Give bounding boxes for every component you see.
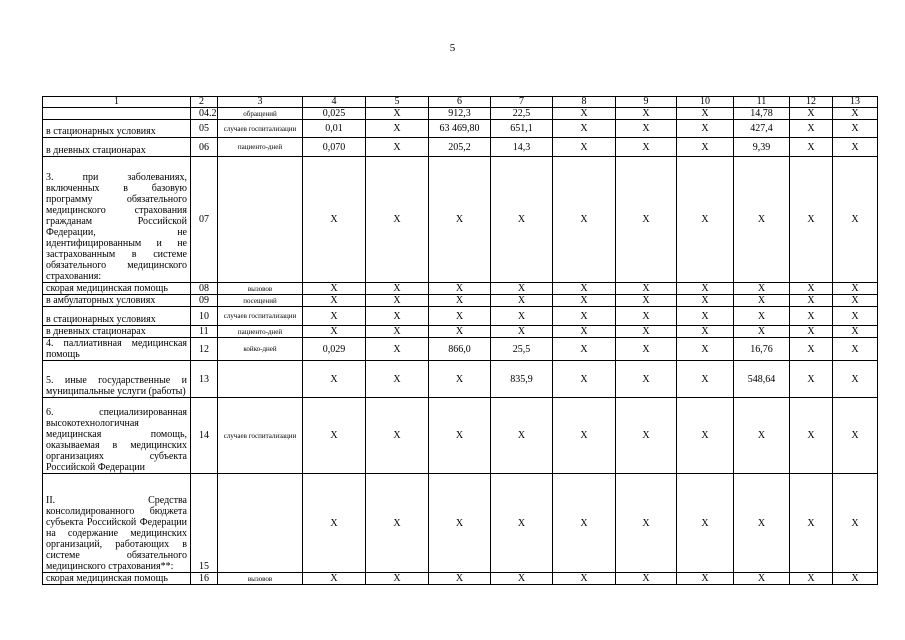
- table-row: [43, 283, 878, 295]
- table-cell: Х: [429, 283, 491, 295]
- table-cell: Х: [491, 326, 553, 338]
- table-cell: Х: [429, 157, 491, 283]
- table-cell: Х: [833, 295, 878, 307]
- table-cell: Х: [677, 474, 734, 573]
- table-cell: Х: [677, 326, 734, 338]
- table-cell: 548,64: [734, 361, 790, 398]
- table-row: [43, 338, 878, 361]
- table-cell: Х: [429, 361, 491, 398]
- table-cell: Х: [429, 307, 491, 326]
- table-cell: Х: [303, 398, 366, 474]
- table-cell: 12: [191, 338, 218, 361]
- table-cell: Х: [553, 283, 616, 295]
- table-cell: 651,1: [491, 120, 553, 138]
- table-cell: 14,3: [491, 138, 553, 157]
- column-header: 9: [616, 97, 677, 108]
- column-header: 11: [734, 97, 790, 108]
- table-cell: 4. паллиативная медицинская помощь: [43, 338, 191, 361]
- column-header: 2: [191, 97, 218, 108]
- table-cell: Х: [366, 138, 429, 157]
- table-cell: Х: [833, 573, 878, 585]
- table-cell: Х: [734, 283, 790, 295]
- table-cell: Х: [833, 307, 878, 326]
- table-cell: Х: [616, 157, 677, 283]
- column-header: 8: [553, 97, 616, 108]
- table-row: [43, 157, 878, 283]
- table-cell: случаев госпитализации: [218, 120, 303, 138]
- table-cell: 22,5: [491, 108, 553, 120]
- column-header: 5: [366, 97, 429, 108]
- table-cell: Х: [616, 474, 677, 573]
- table-cell: [218, 474, 303, 573]
- table-cell: Х: [677, 120, 734, 138]
- table-cell: 912,3: [429, 108, 491, 120]
- table-cell: Х: [616, 573, 677, 585]
- table-cell: Х: [366, 398, 429, 474]
- table-cell: в дневных стационарах: [43, 138, 191, 157]
- table-cell: 25,5: [491, 338, 553, 361]
- column-header: 4: [303, 97, 366, 108]
- table-cell: Х: [677, 307, 734, 326]
- header-row: [43, 97, 878, 108]
- table-cell: 835,9: [491, 361, 553, 398]
- table-cell: 0,01: [303, 120, 366, 138]
- table-cell: Х: [303, 474, 366, 573]
- table-cell: 13: [191, 361, 218, 398]
- table-cell: Х: [833, 108, 878, 120]
- table-cell: Х: [491, 157, 553, 283]
- table-cell: обращений: [218, 108, 303, 120]
- table-cell: Х: [734, 295, 790, 307]
- table-cell: Х: [616, 108, 677, 120]
- table-cell: Х: [833, 398, 878, 474]
- table-cell: койко-дней: [218, 338, 303, 361]
- table-cell: Х: [677, 573, 734, 585]
- table-cell: Х: [303, 326, 366, 338]
- table-cell: Х: [616, 307, 677, 326]
- table-cell: 09: [191, 295, 218, 307]
- table-cell: Х: [491, 307, 553, 326]
- table-row: [43, 120, 878, 138]
- table-cell: Х: [734, 157, 790, 283]
- table-cell: 0,029: [303, 338, 366, 361]
- table-cell: 16: [191, 573, 218, 585]
- table-cell: Х: [790, 474, 833, 573]
- table-cell: Х: [553, 307, 616, 326]
- table-cell: вызовов: [218, 283, 303, 295]
- table-cell: Х: [790, 338, 833, 361]
- table-cell: 10: [191, 307, 218, 326]
- table-cell: Х: [553, 474, 616, 573]
- table-cell: 6. специализированная высокотехнологичная медицинская помощь, оказываемая в медицинских организациях субъекта Российской Федерации: [43, 398, 191, 474]
- table-row: [43, 295, 878, 307]
- table-cell: Х: [790, 108, 833, 120]
- table-cell: Х: [553, 138, 616, 157]
- table-cell: Х: [303, 283, 366, 295]
- table-cell: случаев госпитализации: [218, 307, 303, 326]
- table-cell: Х: [491, 283, 553, 295]
- table-cell: Х: [734, 474, 790, 573]
- table-cell: [218, 361, 303, 398]
- table-cell: II. Средства консолидированного бюджета субъекта Российской Федерации на содержание медицинских организаций, работающих в системе обязательного медицинского страхования**:: [43, 474, 191, 573]
- table-cell: 05: [191, 120, 218, 138]
- table-cell: Х: [790, 295, 833, 307]
- table-cell: Х: [303, 573, 366, 585]
- table-cell: Х: [429, 573, 491, 585]
- table-cell: Х: [790, 361, 833, 398]
- column-header: 6: [429, 97, 491, 108]
- table-cell: Х: [616, 326, 677, 338]
- table-cell: Х: [833, 361, 878, 398]
- table-cell: в амбулаторных условиях: [43, 295, 191, 307]
- table-cell: Х: [366, 108, 429, 120]
- table-cell: Х: [790, 398, 833, 474]
- table-cell: Х: [303, 361, 366, 398]
- table-cell: Х: [366, 307, 429, 326]
- table-cell: Х: [303, 157, 366, 283]
- column-header: 7: [491, 97, 553, 108]
- table-cell: Х: [366, 326, 429, 338]
- table-cell: Х: [734, 573, 790, 585]
- table-cell: в стационарных условиях: [43, 307, 191, 326]
- table-cell: Х: [677, 283, 734, 295]
- table-cell: Х: [303, 307, 366, 326]
- table-cell: 427,4: [734, 120, 790, 138]
- table-cell: 205,2: [429, 138, 491, 157]
- column-header: 1: [43, 97, 191, 108]
- table-row: [43, 361, 878, 398]
- table-cell: Х: [833, 138, 878, 157]
- table-cell: Х: [553, 361, 616, 398]
- table-cell: Х: [553, 120, 616, 138]
- table-row: [43, 573, 878, 585]
- table-cell: Х: [553, 108, 616, 120]
- table-cell: Х: [616, 361, 677, 398]
- table-cell: 11: [191, 326, 218, 338]
- table-cell: Х: [491, 295, 553, 307]
- table-cell: Х: [790, 573, 833, 585]
- table-cell: случаев госпитализации: [218, 398, 303, 474]
- table-cell: Х: [553, 295, 616, 307]
- column-header: 3: [218, 97, 303, 108]
- table-row: [43, 326, 878, 338]
- table-cell: [218, 157, 303, 283]
- table-cell: 16,76: [734, 338, 790, 361]
- table-cell: Х: [677, 138, 734, 157]
- table-cell: Х: [491, 573, 553, 585]
- table-cell: 14: [191, 398, 218, 474]
- table-cell: Х: [677, 338, 734, 361]
- table-cell: 15: [191, 474, 218, 573]
- column-header: 13: [833, 97, 878, 108]
- table-cell: Х: [366, 361, 429, 398]
- column-header: 12: [790, 97, 833, 108]
- table-cell: Х: [553, 326, 616, 338]
- table-cell: Х: [553, 338, 616, 361]
- table-cell: Х: [677, 157, 734, 283]
- table-cell: Х: [366, 338, 429, 361]
- table-cell: 0,025: [303, 108, 366, 120]
- table-cell: 3. при заболеваниях, включенных в базовую программу обязательного медицинского страхования гражданам Российской Федерации, не идентифицированным и не застрахованным в системе обязательного медицинского страхования:: [43, 157, 191, 283]
- table-cell: Х: [677, 361, 734, 398]
- table-cell: 5. иные государственные и муниципальные услуги (работы): [43, 361, 191, 398]
- table-cell: скорая медицинская помощь: [43, 283, 191, 295]
- table-cell: в дневных стационарах: [43, 326, 191, 338]
- table-cell: Х: [366, 120, 429, 138]
- table-cell: Х: [553, 573, 616, 585]
- data-table: [42, 96, 878, 585]
- table-row: [43, 474, 878, 573]
- table-cell: Х: [833, 326, 878, 338]
- table-cell: 08: [191, 283, 218, 295]
- table-cell: Х: [366, 295, 429, 307]
- table-cell: 0,070: [303, 138, 366, 157]
- table-cell: Х: [429, 398, 491, 474]
- table-cell: Х: [616, 138, 677, 157]
- table-cell: Х: [734, 398, 790, 474]
- table-cell: Х: [616, 295, 677, 307]
- table-cell: 14,78: [734, 108, 790, 120]
- table-cell: Х: [616, 120, 677, 138]
- table-cell: Х: [491, 474, 553, 573]
- table-cell: вызовов: [218, 573, 303, 585]
- table-cell: Х: [833, 120, 878, 138]
- table-cell: Х: [790, 326, 833, 338]
- table-cell: Х: [366, 474, 429, 573]
- table-cell: Х: [734, 326, 790, 338]
- table-cell: Х: [734, 307, 790, 326]
- table-row: [43, 307, 878, 326]
- table-cell: Х: [677, 295, 734, 307]
- table-cell: 06: [191, 138, 218, 157]
- table-row: [43, 108, 878, 120]
- table-cell: Х: [366, 573, 429, 585]
- table-cell: пациенто-дней: [218, 138, 303, 157]
- table-cell: 866,0: [429, 338, 491, 361]
- table-cell: Х: [553, 398, 616, 474]
- table-cell: Х: [429, 326, 491, 338]
- table-cell: Х: [677, 108, 734, 120]
- table-cell: Х: [491, 398, 553, 474]
- table-cell: Х: [616, 398, 677, 474]
- table-cell: 04.2: [191, 108, 218, 120]
- table-cell: 07: [191, 157, 218, 283]
- table-cell: пациенто-дней: [218, 326, 303, 338]
- table-cell: Х: [833, 157, 878, 283]
- table-cell: Х: [790, 157, 833, 283]
- table-cell: Х: [833, 338, 878, 361]
- table-cell: Х: [366, 283, 429, 295]
- table-cell: Х: [616, 283, 677, 295]
- page-number: 5: [449, 42, 456, 54]
- table-row: [43, 138, 878, 157]
- table-cell: Х: [616, 338, 677, 361]
- table-cell: скорая медицинская помощь: [43, 573, 191, 585]
- table-cell: Х: [429, 295, 491, 307]
- table-cell: Х: [790, 120, 833, 138]
- table-cell: Х: [429, 474, 491, 573]
- table-cell: Х: [790, 283, 833, 295]
- table-cell: Х: [303, 295, 366, 307]
- table-cell: Х: [677, 398, 734, 474]
- table-cell: [43, 108, 191, 120]
- table-cell: Х: [833, 283, 878, 295]
- column-header: 10: [677, 97, 734, 108]
- table-cell: Х: [366, 157, 429, 283]
- table-cell: Х: [833, 474, 878, 573]
- table-cell: Х: [790, 138, 833, 157]
- table-cell: в стационарных условиях: [43, 120, 191, 138]
- table-cell: 63 469,80: [429, 120, 491, 138]
- table-row: [43, 398, 878, 474]
- table-cell: 9,39: [734, 138, 790, 157]
- table-cell: Х: [553, 157, 616, 283]
- table-cell: посещений: [218, 295, 303, 307]
- table-cell: Х: [790, 307, 833, 326]
